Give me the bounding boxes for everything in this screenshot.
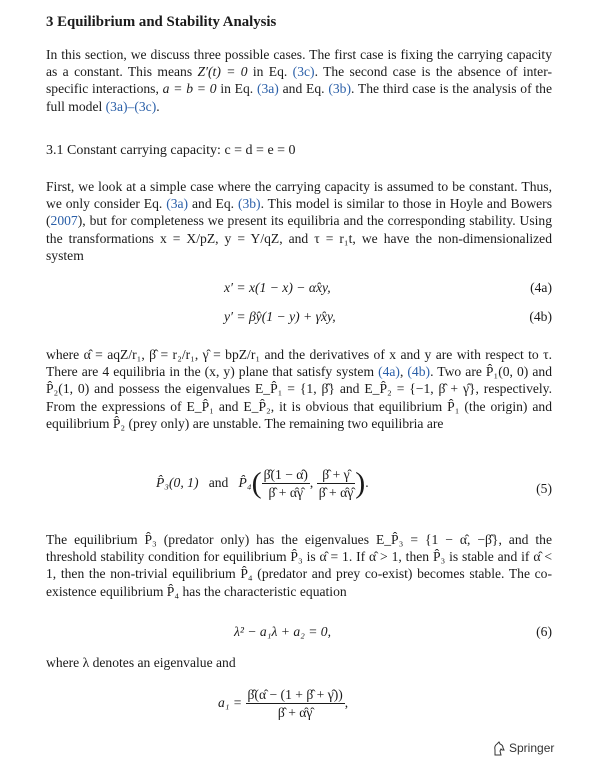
equation-4a — [46, 279, 552, 299]
equation-6-number: (6) — [536, 624, 552, 639]
equation-6 — [46, 623, 552, 643]
equation-4b — [46, 308, 552, 328]
equation-6-body: λ² − a₁λ + a₂ = 0, — [234, 624, 332, 639]
paragraph-constant-capacity: First, we look at a simple case where the carrying capacity is assumed to be constant. Thus, we only consider Eq. (3a) and Eq. (3b). This model is similar to those in Hoyle and Bowers (2007), but for completeness we present its equilibria and the corresponding stability. Using the transformations x = X/pZ, y = Y/qZ, and τ = r₁t, we have the non-dimensionalized system — [46, 179, 552, 263]
eq-ref-3a-3c[interactable]: (3a)–(3c) — [105, 98, 157, 114]
equation-5-number: (5) — [536, 481, 552, 496]
intro-paragraph: In this section, we discuss three possible cases. The first case is fixing the carrying capacity as a constant. This means Z′(t) = 0 in Eq. (3c). The second case is the absence of inter-specific interactions, a = b = 0 in Eq. (3a) and Eq. (3b). The third case is the analysis of the full model (3a)–(3c). — [46, 47, 552, 114]
subsection-title: 3.1 Constant carrying capacity: c = d = e = 0 — [46, 143, 296, 158]
eq-ref-3a-b[interactable]: (3a) — [166, 196, 189, 212]
publisher-name: Springer — [509, 741, 555, 755]
equation-4a-number: (4a) — [530, 280, 552, 295]
equation-5 — [46, 464, 552, 514]
eq-ref-3a[interactable]: (3a) — [256, 81, 279, 97]
paragraph-stability: The equilibrium P̂₃ (predator only) has the eigenvalues E_P̂₃ = {1 − α̂, −β̂}, and the threshold stability condition for equilibrium P̂₃ is α̂ = 1. If α̂ > 1, then P̂₃ is stable and if α̂ < 1, then the non-trivial equilibrium P̂₄ (predator and prey co-exist) becomes stable. The co-existence equilibrium P̂₄ has the characteristic equation — [46, 532, 552, 599]
equation-4b-number: (4b) — [529, 309, 552, 324]
eq-ref-4a[interactable]: (4a) — [378, 364, 400, 380]
equation-4b-body: y′ = β̂y(1 − y) + γ̂xy, — [224, 309, 336, 324]
equation-5-body: P̂₃(0, 1) and P̂₄( $\frac{\betâ(1 - \alphâ)}{\betâ + \alphâ\gammâ}$ , $\frac{\betâ + \gammâ}{\betâ + \alphâ\gammâ}$ ). — [156, 466, 369, 501]
equation-a1-body: a₁ = $\frac{\betâ(\alphâ - (1 + \betâ + \gammâ))}{\betâ + \alphâ\gammâ}$ , — [218, 687, 349, 721]
paragraph-equilibria: where α̂ = aqZ/r₁, β̂ = r₂/r₁, γ̂ = bpZ/r₁ and the derivatives of x and y are with respect to τ. There are 4 equilibria in the (x, y) plane that satisfy system (4a), (4b). Two are P̂₁(0, 0) and P̂₂(1, 0) and possess the eigenvalues E_P̂₁ = {1, β̂} and E_P̂₂ = {−1, β̂ + γ̂}, respectively. From the expressions of E_P̂₁ and E_P̂₂, it is obvious that equilibrium P̂₁ (the origin) and equilibrium P̂₂ (prey only) are unstable. The remaining two equilibria are — [46, 347, 552, 431]
springer-horse-icon — [492, 741, 506, 757]
eq-ref-3b[interactable]: (3b) — [328, 81, 351, 97]
eq-ref-4b[interactable]: (4b) — [407, 364, 431, 380]
eq-ref-3b-b[interactable]: (3b) — [237, 196, 261, 212]
citation-2007[interactable]: 2007 — [50, 213, 78, 229]
equation-4a-body: x′ = x(1 − x) − α̂xy, — [224, 280, 331, 295]
equation-a1 — [46, 686, 552, 732]
paragraph-eigenvalue: where λ denotes an eigenvalue and — [46, 655, 236, 670]
eq-ref-3c[interactable]: (3c) — [292, 64, 315, 80]
section-title: 3 Equilibrium and Stability Analysis — [46, 14, 277, 30]
publisher-logo — [492, 740, 554, 757]
